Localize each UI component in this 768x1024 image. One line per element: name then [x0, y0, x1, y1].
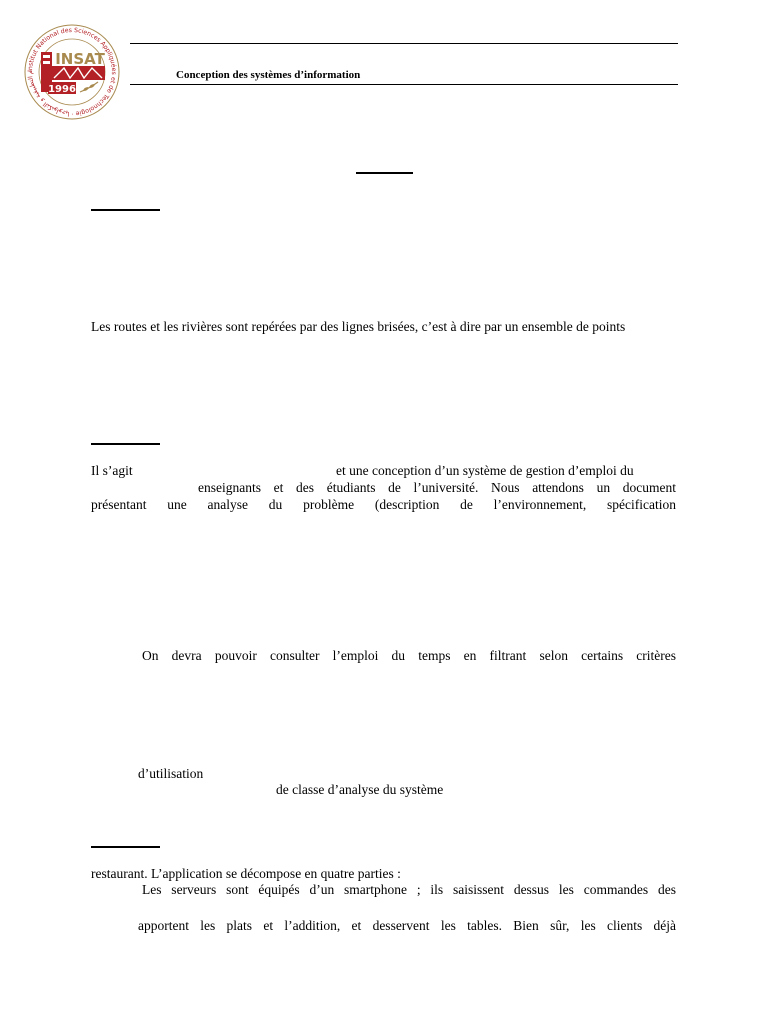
- paragraph-2-line-3: présentant une analyse du problème (description de l’environnement, spécification: [91, 497, 676, 512]
- paragraph-4-line-2: de classe d’analyse du système: [276, 782, 444, 797]
- paragraph-5-line-3: apportent les plats et l’addition, et desservent les tables. Bien sûr, les clients déjà: [138, 918, 676, 933]
- section-underline-2: [91, 443, 160, 445]
- section-underline-3: [91, 846, 160, 848]
- paragraph-2-line-1a: Il s’agit: [91, 463, 133, 478]
- course-title: Conception des systèmes d’information: [176, 69, 361, 81]
- paragraph-4-line-1: d’utilisation: [138, 766, 204, 781]
- paragraph-3: On devra pouvoir consulter l’emploi du temps en filtrant selon certains critères: [142, 648, 676, 663]
- seal-year: 1996: [48, 84, 76, 95]
- paragraph-5-line-1: restaurant. L’application se décompose en quatre parties :: [91, 866, 401, 881]
- insat-logo: [22, 22, 122, 122]
- header-bottom-rule: [130, 84, 678, 85]
- header-top-rule: [130, 43, 678, 44]
- paragraph-2-line-1b: et une conception d’un système de gestion d’emploi du: [336, 463, 634, 478]
- seal-ring-text: Institut National des Sciences Appliquées et de Technologie · م التطبيقية و التكنولوجيا: [26, 26, 118, 118]
- seal-label: INSAT: [55, 50, 105, 68]
- title-underline: [356, 172, 413, 174]
- paragraph-5-line-2: Les serveurs sont équipés d’un smartphone ; ils saisissent dessus les commandes des: [142, 882, 676, 897]
- paragraph-1: Les routes et les rivières sont repérées par des lignes brisées, c’est à dire par un ensemble de points: [91, 319, 626, 334]
- section-underline-1: [91, 209, 160, 211]
- paragraph-2-line-2: enseignants et des étudiants de l’université. Nous attendons un document: [198, 480, 676, 495]
- insat-seal-icon: [22, 22, 122, 122]
